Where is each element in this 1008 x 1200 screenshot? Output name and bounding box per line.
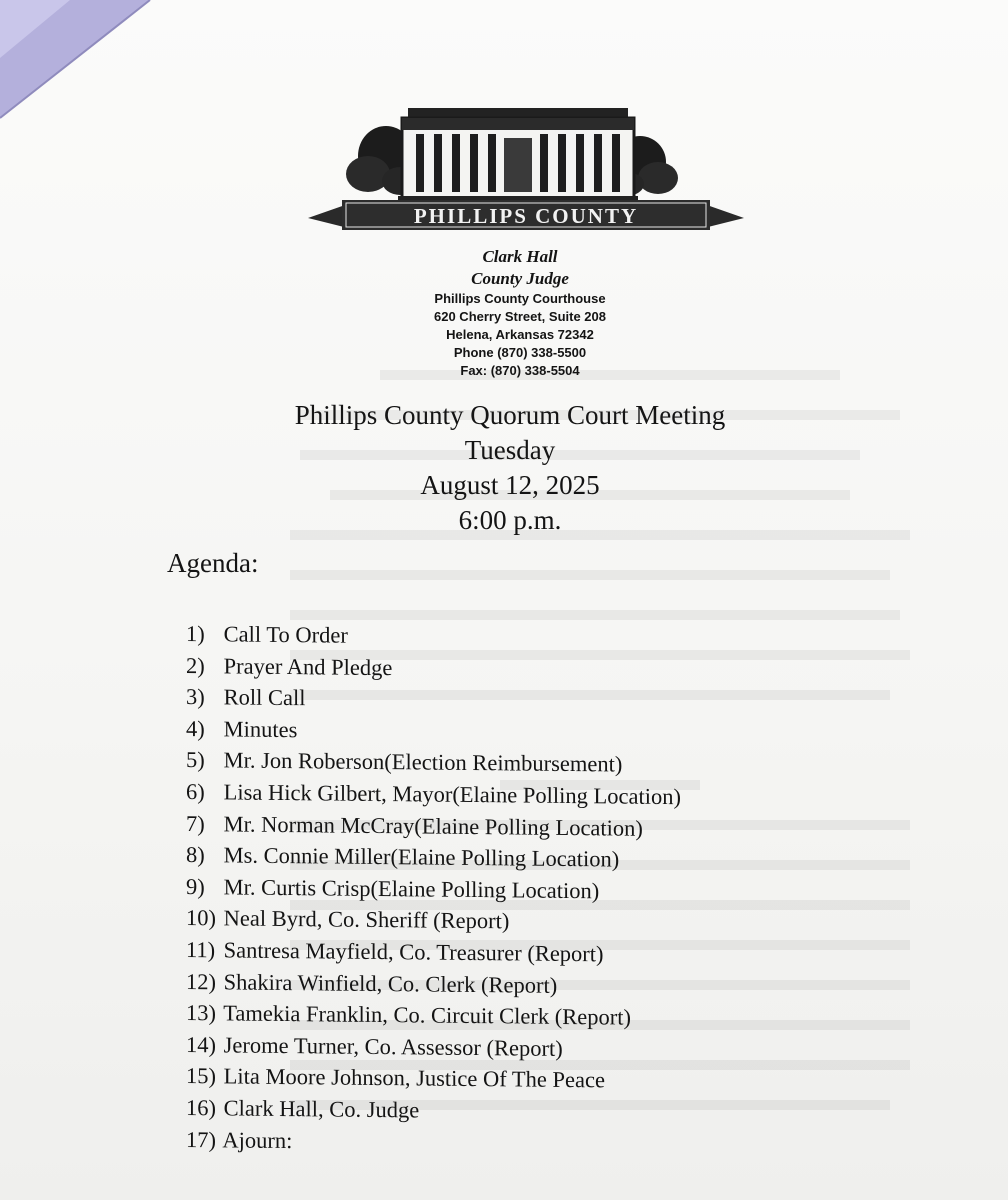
address-line: Phillips County Courthouse: [434, 291, 606, 306]
agenda-item: [186, 744, 681, 781]
agenda-item-text: Shakira Winfield, Co. Clerk (Report): [223, 968, 558, 998]
agenda-item-text: Neal Byrd, Co. Sheriff (Report): [223, 905, 510, 934]
agenda-item-number: 11): [186, 936, 216, 963]
agenda-item-number: 7): [186, 810, 205, 836]
agenda-item-text: Lita Moore Johnson, Justice Of The Peace: [223, 1063, 605, 1093]
agenda-item-text: Mr. Norman McCray(Elaine Polling Location): [223, 810, 643, 841]
agenda-item-text: Clark Hall, Co. Judge: [223, 1095, 420, 1123]
agenda-item: [186, 776, 681, 813]
meeting-time: 6:00 p.m.: [458, 505, 562, 535]
agenda-item: [186, 1092, 681, 1129]
agenda-item: [186, 966, 681, 1003]
agenda-item-text: Mr. Curtis Crisp(Elaine Polling Location): [223, 874, 600, 904]
agenda-item-number: 17): [186, 1126, 216, 1152]
agenda-item: [186, 839, 681, 876]
address-line: Helena, Arkansas 72342: [446, 327, 594, 342]
agenda-item-text: Minutes: [223, 716, 298, 742]
logo-banner-text: PHILLIPS COUNTY: [413, 204, 639, 228]
address-line: 620 Cherry Street, Suite 208: [434, 309, 606, 324]
agenda-item: [186, 808, 681, 845]
agenda-item: [186, 681, 681, 718]
judge-name: Clark Hall: [482, 247, 558, 266]
agenda-item-number: 6): [186, 778, 205, 805]
agenda-item-text: Lisa Hick Gilbert, Mayor(Elaine Polling Location): [223, 779, 682, 810]
agenda-list: [186, 618, 681, 1160]
agenda-item-number: 14): [186, 1031, 216, 1058]
agenda-item-number: 15): [186, 1063, 216, 1089]
agenda-item-text: Tamekia Franklin, Co. Circuit Clerk (Report): [223, 1000, 631, 1030]
agenda-item-number: 12): [186, 968, 216, 994]
courthouse-logo: [308, 86, 744, 236]
folded-corner-icon: [0, 0, 160, 130]
agenda-item-number: 13): [186, 1000, 216, 1026]
agenda-item: [186, 871, 681, 908]
letterhead: [300, 246, 740, 380]
meeting-date: August 12, 2025: [420, 470, 600, 500]
agenda-item-number: 4): [186, 715, 205, 741]
meeting-day: Tuesday: [464, 435, 556, 465]
agenda-item: [186, 650, 681, 687]
agenda-item-number: 10): [186, 905, 216, 931]
agenda-item-text: Mr. Jon Roberson(Election Reimbursement): [223, 747, 623, 777]
agenda-item: [186, 997, 681, 1034]
agenda-item: [186, 713, 681, 750]
agenda-item-number: 16): [186, 1094, 216, 1121]
judge-role: County Judge: [471, 269, 569, 288]
agenda-item-text: Call To Order: [223, 621, 348, 648]
agenda-item-number: 9): [186, 873, 205, 899]
phone-line: Phone (870) 338-5500: [453, 345, 587, 360]
meeting-title: Phillips County Quorum Court Meeting: [294, 400, 726, 430]
meeting-title-block: [230, 398, 790, 538]
agenda-item-number: 8): [186, 842, 205, 868]
agenda-item-number: 5): [186, 747, 205, 773]
agenda-item-text: Ajourn:: [222, 1126, 293, 1153]
agenda-item-number: 2): [186, 652, 205, 678]
agenda-item: [186, 1060, 681, 1097]
agenda-item-text: Ms. Connie Miller(Elaine Polling Location): [223, 842, 620, 872]
agenda-item-number: 3): [186, 684, 205, 710]
agenda-item-text: Roll Call: [223, 684, 306, 711]
agenda-item: [186, 902, 681, 939]
agenda-item-text: Santresa Mayfield, Co. Treasurer (Report): [223, 937, 604, 967]
agenda-item: [186, 618, 681, 655]
agenda-item: [186, 934, 681, 971]
agenda-item-text: Prayer And Pledge: [223, 652, 393, 680]
agenda-item: [186, 1124, 681, 1161]
fax-line: Fax: (870) 338-5504: [460, 363, 580, 378]
agenda-heading: Agenda:: [167, 548, 259, 578]
agenda-item-text: Jerome Turner, Co. Assessor (Report): [223, 1032, 563, 1061]
agenda-item: [186, 1029, 681, 1066]
agenda-item-number: 1): [186, 621, 205, 647]
courthouse-building-icon: [398, 108, 638, 216]
